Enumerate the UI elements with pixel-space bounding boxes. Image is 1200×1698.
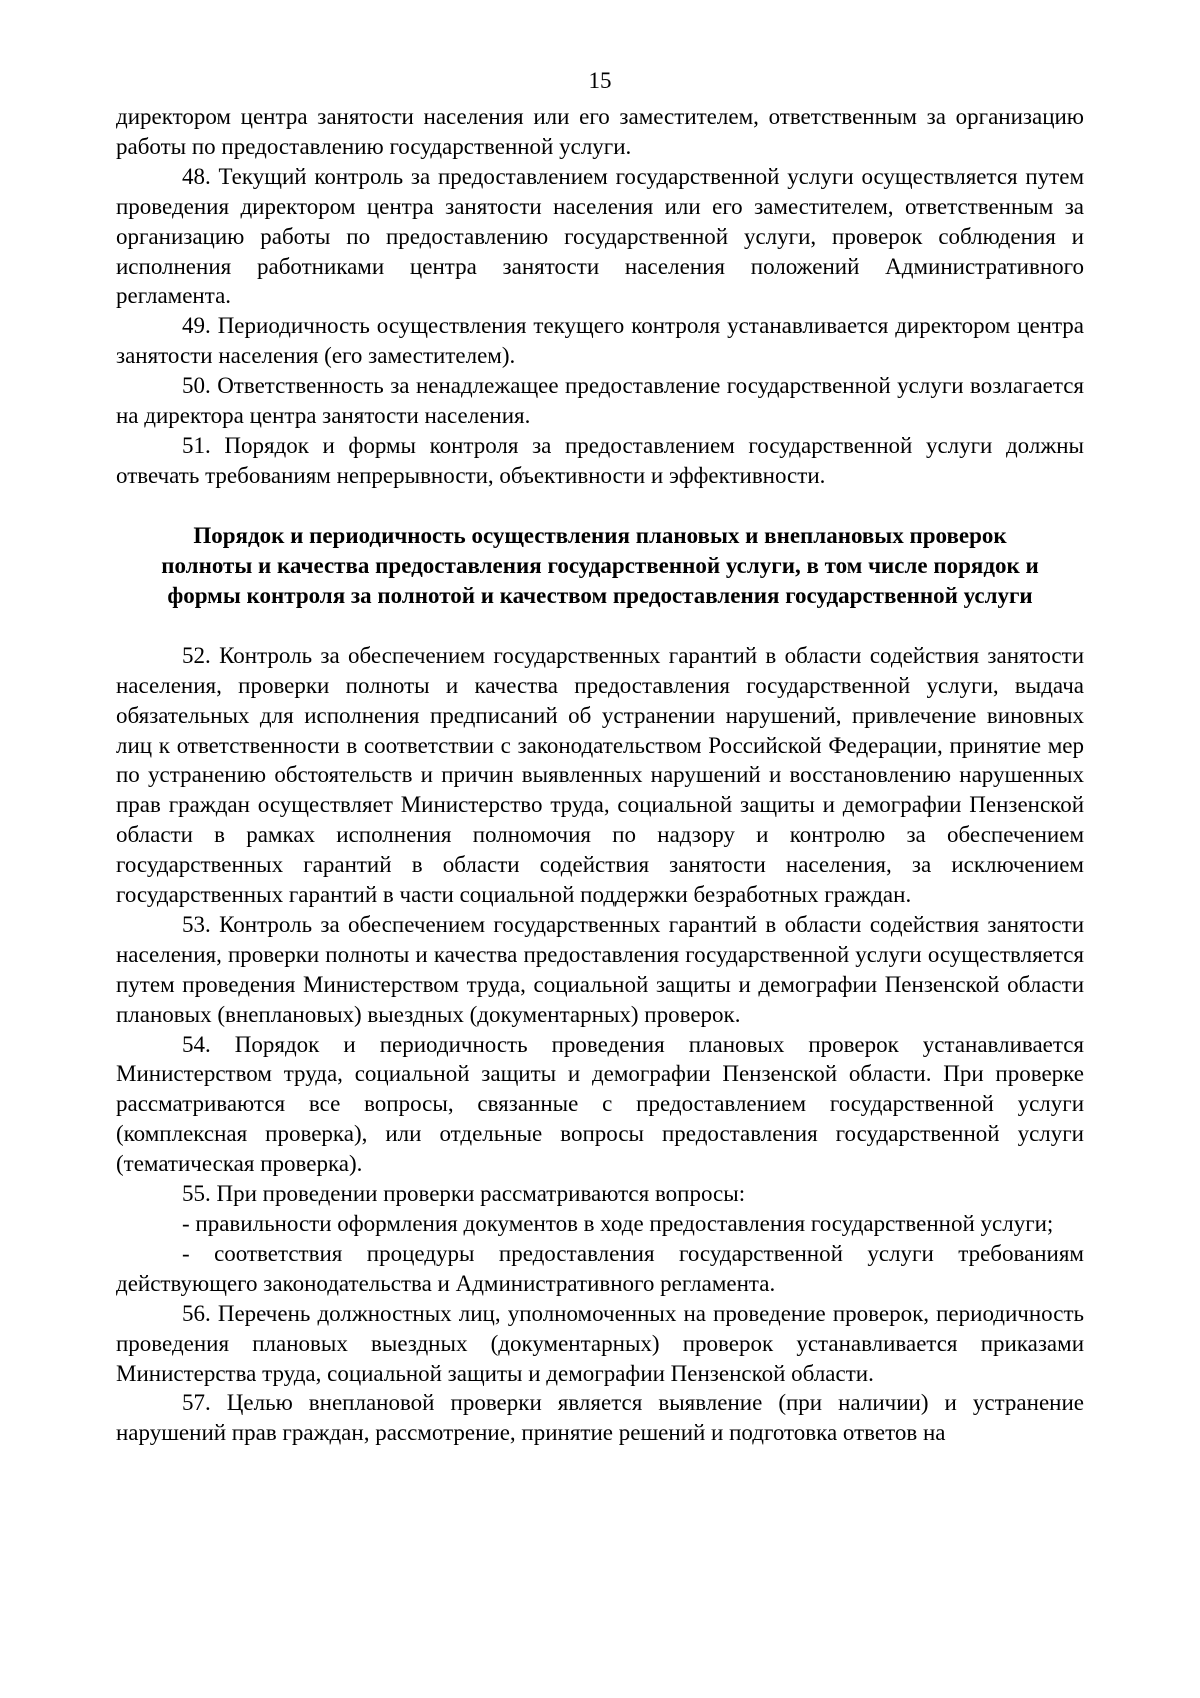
section-heading-line-1: Порядок и периодичность осуществления плановых и внеплановых проверок: [193, 522, 1007, 548]
section-heading-line-2: полноты и качества предоставления государственной услуги, в том числе порядок и: [161, 552, 1039, 578]
page-number: 15: [588, 68, 612, 93]
paragraph-56: 56. Перечень должностных лиц, уполномоченных на проведение проверок, периодичность проведения плановых выездных (документарных) проверок устанавливается приказами Министерства труда, социальной защиты и демографии Пензенской области.: [116, 1300, 1084, 1386]
paragraph-50: 50. Ответственность за ненадлежащее предоставление государственной услуги возлагается на директора центра занятости населения.: [116, 373, 1084, 429]
document-page: [116, 66, 1084, 1448]
paragraph-52: 52. Контроль за обеспечением государственных гарантий в области содействия занятости населения, проверки полноты и качества предоставления государственной услуги, выдача обязательных для исполнения предписаний об устранении нарушений, привлечение виновных лиц к ответственности в соответствии с законодательством Российской Федерации, принятие мер по устранению обстоятельств и причин выявленных нарушений и восстановлению нарушенных прав граждан осуществляет Министерство труда, социальной защиты и демографии Пензенской области в рамках исполнения полномочия по надзору и контролю за обеспечением государственных гарантий в области содействия занятости населения, за исключением государственных гарантий в части социальной поддержки безработных граждан.: [116, 642, 1084, 908]
paragraph-57: 57. Целью внеплановой проверки является выявление (при наличии) и устранение нарушений прав граждан, рассмотрение, принятие решений и подготовка ответов на: [116, 1390, 1084, 1446]
paragraph-51: 51. Порядок и формы контроля за предоставлением государственной услуги должны отвечать требованиям непрерывности, объективности и эффективности.: [116, 432, 1084, 488]
paragraph-49: 49. Периодичность осуществления текущего контроля устанавливается директором центра занятости населения (его заместителем).: [116, 313, 1084, 369]
paragraph-54: 54. Порядок и периодичность проведения плановых проверок устанавливается Министерством труда, социальной защиты и демографии Пензенской области. При проверке рассматриваются все вопросы, связанные с предоставлением государственной услуги (комплексная проверка), или отдельные вопросы предоставления государственной услуги (тематическая проверка).: [116, 1031, 1084, 1177]
section-heading-line-3: формы контроля за полнотой и качеством предоставления государственной услуги: [167, 582, 1033, 608]
paragraph-48: 48. Текущий контроль за предоставлением государственной услуги осуществляется путем проведения директором центра занятости населения или его заместителем, ответственным за организацию работы по предоставлению государственной услуги, проверок соблюдения и исполнения работниками центра занятости населения положений Административного регламента.: [116, 163, 1084, 309]
list-item-documents: - правильности оформления документов в ходе предоставления государственной услуги;: [182, 1211, 1054, 1236]
list-item-procedure: - соответствия процедуры предоставления государственной услуги требованиям действующего законодательства и Административного регламента.: [116, 1240, 1084, 1296]
paragraph-53: 53. Контроль за обеспечением государственных гарантий в области содействия занятости населения, проверки полноты и качества предоставления государственной услуги осуществляется путем проведения Министерством труда, социальной защиты и демографии Пензенской области плановых (внеплановых) выездных (документарных) проверок.: [116, 911, 1084, 1027]
section-heading: [116, 521, 1084, 611]
paragraph-55: 55. При проведении проверки рассматриваются вопросы:: [182, 1181, 746, 1207]
paragraph-continuation: директором центра занятости населения или его заместителем, ответственным за организацию работы по предоставлению государственной услуги.: [116, 104, 1084, 159]
